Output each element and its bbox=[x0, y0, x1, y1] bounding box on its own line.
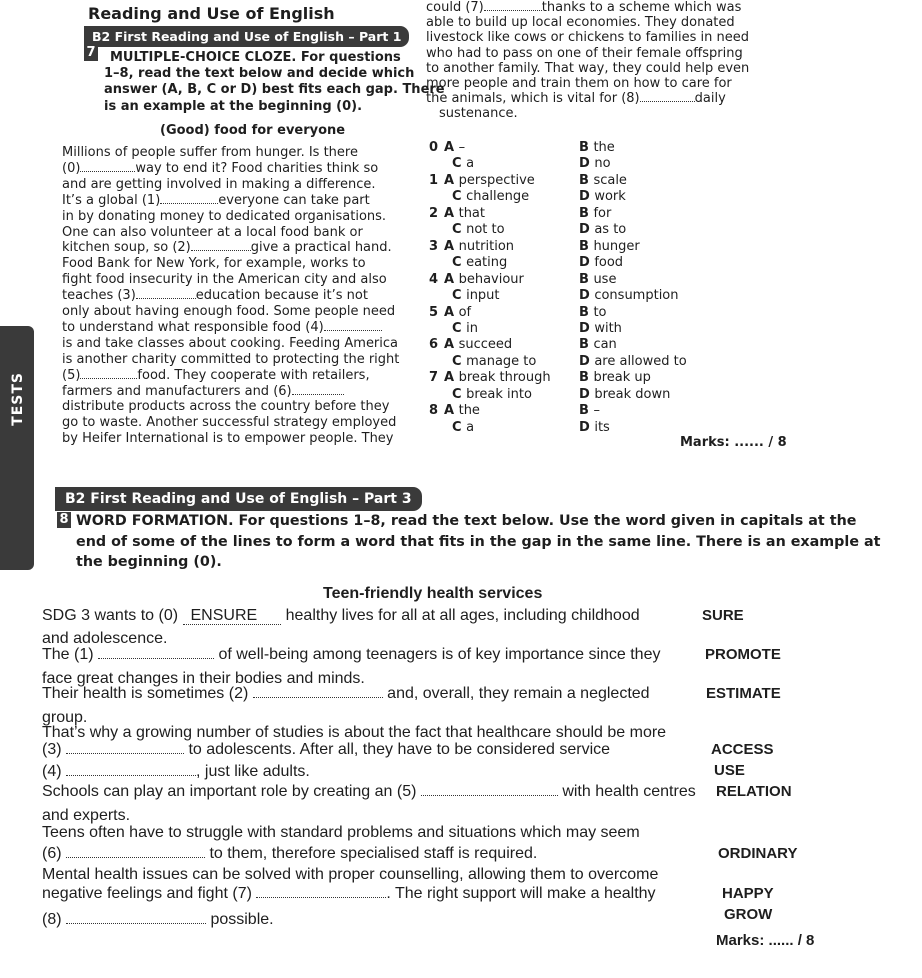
text-line bbox=[42, 866, 658, 884]
option-c[interactable] bbox=[452, 288, 500, 303]
text-segment: SDG 3 wants to (0) bbox=[42, 607, 183, 624]
text-line bbox=[62, 352, 399, 368]
option-letter: B bbox=[579, 337, 594, 353]
option-letter: B bbox=[579, 172, 594, 188]
option-a[interactable] bbox=[444, 206, 485, 221]
text-segment: who had to pass on one of their female offspring bbox=[426, 45, 743, 61]
text-segment: by Heifer International is to empower people. They bbox=[62, 431, 394, 447]
option-number: 5 bbox=[429, 304, 439, 320]
option-b[interactable] bbox=[579, 272, 616, 287]
option-text: challenge bbox=[466, 189, 530, 205]
text-line bbox=[62, 145, 358, 161]
option-b[interactable] bbox=[579, 337, 617, 352]
option-letter: D bbox=[579, 320, 595, 336]
text-segment: is and take classes about cooking. Feeding America bbox=[62, 335, 399, 351]
instruction-line: answer (A, B, C or D) best fits each gap. There bbox=[104, 82, 445, 98]
option-text: as to bbox=[594, 222, 627, 238]
option-letter: A bbox=[444, 172, 459, 188]
option-text: manage to bbox=[466, 353, 537, 369]
option-number: 0 bbox=[429, 140, 439, 155]
text-segment: negative feelings and fight (7) bbox=[42, 885, 257, 902]
keyword: ORDINARY bbox=[718, 845, 798, 862]
option-d[interactable] bbox=[579, 321, 622, 336]
text-line bbox=[439, 106, 518, 122]
text-line bbox=[42, 724, 666, 742]
text-segment: more people and train them on how to care for bbox=[426, 76, 732, 91]
option-text: break through bbox=[458, 370, 551, 386]
text-line bbox=[42, 607, 640, 625]
text-line bbox=[426, 91, 726, 107]
option-text: of bbox=[458, 304, 472, 320]
option-letter: D bbox=[579, 222, 595, 238]
option-text: nutrition bbox=[458, 238, 515, 254]
part1-banner: B2 First Reading and Use of English – Part 1 bbox=[84, 26, 409, 47]
option-letter: C bbox=[452, 353, 467, 369]
option-d[interactable] bbox=[579, 156, 611, 171]
answer-gap[interactable] bbox=[191, 240, 251, 251]
option-a[interactable] bbox=[444, 239, 514, 254]
option-text: in bbox=[466, 320, 478, 336]
text-line bbox=[426, 61, 749, 77]
option-letter: B bbox=[579, 370, 594, 386]
instruction-line: is an example at the beginning (0). bbox=[104, 98, 363, 114]
text-line bbox=[426, 46, 743, 62]
option-letter: A bbox=[444, 140, 459, 155]
text-segment: That’s why a growing number of studies is about the fact that healthcare should be more bbox=[42, 724, 667, 741]
text-segment: Mental health issues can be solved with proper counselling, allowing them to overcome bbox=[42, 866, 659, 883]
keyword: PROMOTE bbox=[705, 646, 781, 663]
option-text: scale bbox=[593, 172, 627, 188]
option-number: 7 bbox=[429, 370, 439, 386]
option-text: work bbox=[594, 189, 626, 205]
option-text: the bbox=[593, 140, 615, 155]
text-segment: teaches (3) bbox=[62, 288, 136, 304]
option-d[interactable] bbox=[579, 189, 626, 204]
keyword: SURE bbox=[702, 607, 744, 624]
option-b[interactable] bbox=[579, 239, 640, 254]
text-segment: to adolescents. After all, they have to be considered service bbox=[184, 741, 611, 758]
text-line bbox=[42, 646, 660, 664]
text-line bbox=[42, 741, 610, 759]
option-letter: C bbox=[452, 386, 467, 402]
option-c[interactable] bbox=[452, 420, 474, 435]
text-line bbox=[62, 288, 368, 304]
text-segment: (3) bbox=[42, 741, 66, 758]
answer-gap[interactable] bbox=[80, 161, 135, 172]
option-text: use bbox=[593, 271, 617, 287]
text-segment: healthy lives for all at all ages, including childhood bbox=[281, 607, 640, 624]
text-segment: everyone can take part bbox=[218, 192, 370, 208]
part1-instructions bbox=[104, 50, 445, 115]
option-text: can bbox=[593, 337, 617, 353]
text-line bbox=[62, 209, 386, 225]
option-text: – bbox=[458, 140, 466, 155]
option-letter: C bbox=[452, 287, 467, 303]
marks-part3: Marks: ...... / 8 bbox=[716, 932, 815, 949]
answer-gap[interactable] bbox=[66, 847, 205, 858]
text-line bbox=[62, 161, 378, 177]
text-segment: and, overall, they remain a neglected bbox=[382, 685, 650, 702]
answer-gap[interactable] bbox=[640, 91, 695, 102]
marks-part1: Marks: ...... / 8 bbox=[680, 435, 787, 450]
text-segment: possible. bbox=[206, 911, 274, 928]
text-line bbox=[42, 783, 696, 801]
option-letter: D bbox=[579, 255, 595, 270]
text-line bbox=[42, 807, 130, 825]
text-segment: able to build up local economies. They donated bbox=[426, 15, 735, 31]
option-letter: B bbox=[579, 238, 594, 254]
text-segment: Millions of people suffer from hunger. Is there bbox=[62, 145, 358, 160]
option-text: with bbox=[594, 320, 622, 336]
option-c[interactable] bbox=[452, 387, 532, 402]
option-letter: B bbox=[579, 271, 594, 287]
text-line bbox=[42, 845, 537, 863]
text-segment: . The right support will make a healthy bbox=[386, 885, 656, 902]
part3-title: Teen-friendly health services bbox=[323, 585, 543, 602]
part3-banner: B2 First Reading and Use of English – Part 3 bbox=[55, 487, 422, 511]
text-line bbox=[426, 76, 732, 92]
text-line bbox=[62, 240, 392, 256]
text-segment: way to end it? Food charities think so bbox=[135, 160, 379, 176]
option-d[interactable] bbox=[579, 387, 670, 402]
text-line bbox=[62, 193, 370, 209]
answer-gap[interactable] bbox=[98, 648, 214, 659]
instruction-line: the beginning (0). bbox=[76, 554, 222, 570]
option-letter: D bbox=[579, 287, 595, 303]
option-letter: D bbox=[579, 353, 595, 369]
text-segment: (0) bbox=[62, 160, 81, 176]
instruction-line: MULTIPLE-CHOICE CLOZE. For questions bbox=[110, 50, 401, 65]
text-line bbox=[426, 15, 735, 31]
text-segment: thanks to a scheme which was bbox=[541, 0, 742, 15]
text-segment: to understand what responsible food (4) bbox=[62, 319, 324, 335]
answer-gap[interactable] bbox=[292, 384, 344, 395]
text-line bbox=[62, 368, 370, 384]
option-a[interactable] bbox=[444, 140, 465, 155]
instruction-line: 1–8, read the text below and decide which bbox=[104, 66, 415, 82]
text-segment: give a practical hand. bbox=[250, 240, 392, 256]
text-segment: One can also volunteer at a local food bank or bbox=[62, 224, 363, 240]
keyword: USE bbox=[714, 762, 745, 779]
keyword: ACCESS bbox=[711, 741, 774, 758]
option-text: a bbox=[466, 419, 475, 435]
option-b[interactable] bbox=[579, 206, 611, 221]
option-number: 1 bbox=[429, 172, 439, 188]
answer-gap[interactable] bbox=[66, 743, 184, 754]
option-text: consumption bbox=[594, 287, 679, 303]
option-text: food bbox=[594, 255, 624, 270]
keyword: GROW bbox=[724, 906, 773, 923]
text-segment: daily bbox=[694, 91, 726, 107]
text-segment: livestock like cows or chickens to families in need bbox=[426, 30, 749, 46]
text-line bbox=[62, 415, 396, 431]
text-segment: (6) bbox=[42, 845, 66, 862]
option-d[interactable] bbox=[579, 222, 626, 237]
text-segment: could (7) bbox=[426, 0, 484, 15]
text-segment: is another charity committed to protecting the right bbox=[62, 351, 400, 367]
option-letter: A bbox=[444, 370, 459, 386]
option-d[interactable] bbox=[579, 354, 687, 369]
text-line bbox=[62, 320, 382, 336]
option-letter: C bbox=[452, 255, 467, 270]
option-letter: A bbox=[444, 304, 459, 320]
option-text: succeed bbox=[458, 337, 513, 353]
answer-gap[interactable] bbox=[253, 687, 383, 698]
text-segment: sustenance. bbox=[439, 106, 518, 122]
option-letter: B bbox=[579, 304, 594, 320]
text-segment: education because it’s not bbox=[195, 288, 368, 304]
option-text: break down bbox=[594, 386, 671, 402]
text-segment: (8) bbox=[42, 911, 66, 928]
option-a[interactable] bbox=[444, 337, 512, 352]
option-letter: C bbox=[452, 419, 467, 435]
option-b[interactable] bbox=[579, 173, 627, 188]
text-segment: to another family. That way, they could help even bbox=[426, 60, 750, 76]
text-segment: in by donating money to dedicated organisations. bbox=[62, 208, 387, 224]
answer-gap[interactable] bbox=[484, 0, 542, 11]
option-a[interactable] bbox=[444, 403, 480, 418]
keyword: ESTIMATE bbox=[706, 685, 781, 702]
option-c[interactable] bbox=[452, 255, 507, 270]
side-tab-label: TESTS bbox=[10, 372, 26, 426]
option-c[interactable] bbox=[452, 156, 474, 171]
text-segment: with health centres bbox=[557, 783, 696, 800]
text-segment: The (1) bbox=[42, 646, 99, 663]
option-text: to bbox=[593, 304, 607, 320]
option-c[interactable] bbox=[452, 354, 536, 369]
option-text: are allowed to bbox=[594, 353, 687, 369]
text-line bbox=[62, 272, 387, 288]
text-segment: (5) bbox=[62, 367, 81, 383]
option-text: the bbox=[458, 403, 480, 419]
option-number: 3 bbox=[429, 238, 439, 254]
option-a[interactable] bbox=[444, 370, 551, 385]
option-letter: A bbox=[444, 238, 459, 254]
answer-gap[interactable] bbox=[136, 288, 196, 299]
option-letter: C bbox=[452, 320, 467, 336]
option-b[interactable] bbox=[579, 370, 651, 385]
page-title: Reading and Use of English bbox=[88, 4, 335, 23]
option-letter: B bbox=[579, 403, 594, 419]
answer-gap[interactable] bbox=[66, 913, 206, 924]
option-letter: B bbox=[579, 205, 594, 221]
option-letter: B bbox=[579, 140, 594, 155]
option-text: – bbox=[593, 403, 600, 419]
option-letter: A bbox=[444, 403, 459, 419]
answer-gap[interactable] bbox=[80, 368, 137, 379]
keyword: RELATION bbox=[716, 783, 792, 800]
option-b[interactable] bbox=[579, 140, 615, 155]
instruction-line: WORD FORMATION. For questions 1–8, read the text below. Use the word given in capitals at the bbox=[76, 513, 857, 529]
text-segment: (4) bbox=[42, 763, 66, 780]
option-number: 2 bbox=[429, 205, 439, 221]
text-segment: Food Bank for New York, for example, works to bbox=[62, 256, 366, 272]
option-text: that bbox=[458, 205, 485, 221]
text-segment: face great changes in their bodies and minds. bbox=[42, 670, 365, 687]
option-b[interactable] bbox=[579, 305, 607, 320]
option-a[interactable] bbox=[444, 305, 471, 320]
option-text: input bbox=[466, 287, 500, 303]
text-line bbox=[42, 824, 640, 842]
text-line bbox=[62, 384, 344, 400]
text-line bbox=[62, 177, 375, 193]
option-text: hunger bbox=[593, 238, 640, 254]
text-segment: group. bbox=[42, 709, 88, 726]
option-letter: C bbox=[452, 189, 467, 205]
option-letter: A bbox=[444, 337, 459, 353]
text-line bbox=[62, 431, 394, 447]
option-number: 4 bbox=[429, 271, 439, 287]
text-segment: and adolescence. bbox=[42, 630, 168, 647]
text-segment: go to waste. Another successful strategy employed bbox=[62, 415, 397, 431]
text-segment: It’s a global (1) bbox=[62, 192, 161, 208]
option-text: for bbox=[593, 205, 612, 221]
option-text: break into bbox=[466, 386, 532, 402]
task-number-8: 8 bbox=[57, 512, 71, 528]
option-text: no bbox=[594, 156, 611, 172]
option-letter: D bbox=[579, 419, 595, 435]
text-segment: farmers and manufacturers and (6) bbox=[62, 383, 292, 399]
text-segment: distribute products across the country before they bbox=[62, 399, 390, 415]
text-title: (Good) food for everyone bbox=[160, 123, 346, 138]
text-line bbox=[42, 685, 650, 703]
text-line bbox=[62, 256, 366, 272]
text-line bbox=[426, 30, 749, 46]
text-segment: Their health is sometimes (2) bbox=[42, 685, 253, 702]
option-b[interactable] bbox=[579, 403, 600, 418]
keyword: HAPPY bbox=[722, 885, 774, 902]
text-segment: food. They cooperate with retailers, bbox=[137, 367, 370, 383]
option-d[interactable] bbox=[579, 420, 610, 435]
option-c[interactable] bbox=[452, 222, 505, 237]
task-number: 7 bbox=[84, 45, 98, 61]
instruction-line: end of some of the lines to form a word that fits in the gap in the same line. There is an example at bbox=[76, 533, 881, 550]
text-segment: , just like adults. bbox=[196, 763, 310, 780]
answer-gap[interactable] bbox=[66, 765, 196, 776]
option-number: 8 bbox=[429, 403, 439, 419]
option-letter: C bbox=[452, 222, 467, 238]
text-segment: only about having enough food. Some people need bbox=[62, 304, 396, 319]
answer-gap[interactable] bbox=[256, 887, 386, 898]
option-d[interactable] bbox=[579, 288, 679, 303]
text-segment: the animals, which is vital for (8) bbox=[426, 91, 640, 107]
answer-gap[interactable] bbox=[421, 785, 558, 796]
option-text: a bbox=[466, 156, 475, 172]
side-tab bbox=[0, 326, 34, 570]
text-segment: of well-being among teenagers is of key importance since they bbox=[214, 646, 661, 663]
text-line bbox=[62, 336, 398, 352]
text-line bbox=[42, 885, 656, 903]
option-text: eating bbox=[466, 255, 508, 270]
text-line bbox=[62, 304, 395, 320]
option-letter: D bbox=[579, 156, 595, 172]
text-line bbox=[42, 911, 274, 929]
text-segment: and are getting involved in making a difference. bbox=[62, 176, 376, 192]
option-c[interactable] bbox=[452, 321, 478, 336]
option-letter: D bbox=[579, 386, 595, 402]
option-text: not to bbox=[466, 222, 505, 238]
text-segment: and experts. bbox=[42, 807, 131, 824]
option-number: 6 bbox=[429, 337, 439, 353]
text-segment: fight food insecurity in the American city and also bbox=[62, 272, 387, 288]
text-segment: Teens often have to struggle with standard problems and situations which may seem bbox=[42, 824, 640, 841]
option-a[interactable] bbox=[444, 173, 535, 188]
answer-gap[interactable] bbox=[160, 193, 218, 204]
text-segment: to them, therefore specialised staff is required. bbox=[205, 845, 538, 862]
text-line bbox=[62, 399, 389, 415]
example-answer: ENSURE bbox=[183, 607, 282, 625]
option-letter: A bbox=[444, 271, 459, 287]
text-line bbox=[426, 0, 741, 16]
option-letter: C bbox=[452, 156, 467, 172]
option-letter: A bbox=[444, 205, 459, 221]
text-segment: Schools can play an important role by creating an (5) bbox=[42, 783, 421, 800]
option-text: perspective bbox=[458, 172, 535, 188]
option-text: break up bbox=[593, 370, 651, 386]
text-segment: kitchen soup, so (2) bbox=[62, 240, 191, 256]
option-text: behaviour bbox=[458, 271, 524, 287]
option-d[interactable] bbox=[579, 255, 623, 270]
option-letter: D bbox=[579, 189, 595, 205]
text-line bbox=[62, 225, 363, 241]
answer-gap[interactable] bbox=[324, 320, 382, 331]
option-c[interactable] bbox=[452, 189, 529, 204]
text-line bbox=[42, 763, 310, 781]
option-a[interactable] bbox=[444, 272, 524, 287]
option-text: its bbox=[594, 419, 610, 435]
